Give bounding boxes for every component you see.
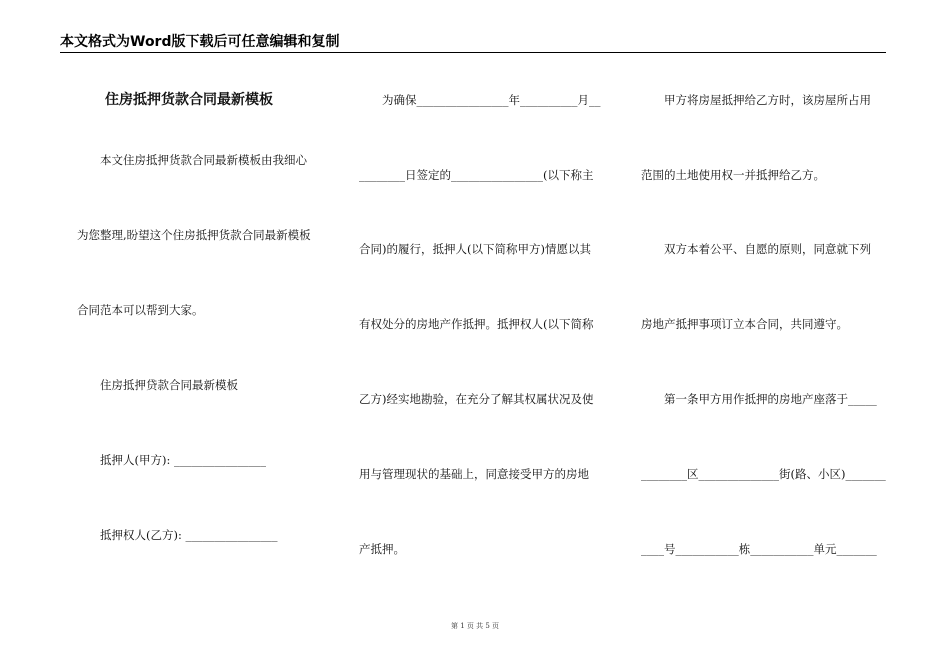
document-header: 本文格式为Word版下载后可任意编辑和复制 (60, 34, 340, 50)
col3-line-4: 房地产抵押事项订立本合同，共同遵守。 (641, 317, 848, 331)
col3-line-3: 双方本着公平、自愿的原则，同意就下列 (664, 242, 871, 256)
col2-line-6: 用与管理现状的基础上，同意接受甲方的房地 (359, 467, 589, 481)
col1-line-6: 抵押权人(乙方): ________________ (100, 528, 278, 542)
col1-line-1: 本文住房抵押货款合同最新模板由我细心 (100, 153, 307, 167)
col1-line-2: 为您整理,盼望这个住房抵押货款合同最新模板 (77, 228, 311, 242)
col3-line-7: ____号___________栋___________单元_______ (641, 542, 877, 556)
col3-line-5: 第一条甲方用作抵押的房地产座落于_____ (664, 392, 877, 406)
col2-line-3: 合同)的履行，抵押人(以下简称甲方)情愿以其 (359, 242, 591, 256)
col3-line-6: ________区______________街(路、小区)_______ (641, 467, 886, 481)
col2-line-5: 乙方)经实地勘验，在充分了解其权属状况及使 (359, 392, 594, 406)
col1-line-5: 抵押人(甲方): ________________ (100, 453, 267, 467)
col2-line-4: 有权处分的房地产作抵押。抵押权人(以下简称 (359, 317, 594, 331)
col3-line-1: 甲方将房屋抵押给乙方时，该房屋所占用 (664, 93, 871, 107)
col2-line-2: ________日签定的________________(以下称主 (359, 168, 594, 182)
col3-line-2: 范围的土地使用权一并抵押给乙方。 (641, 168, 825, 182)
header-rule (60, 52, 886, 53)
col1-line-4: 住房抵押贷款合同最新模板 (100, 378, 238, 392)
col2-line-7: 产抵押。 (359, 542, 405, 556)
document-title: 住房抵押货款合同最新模板 (105, 92, 273, 108)
page-footer: 第 1 页 共 5 页 (450, 622, 500, 630)
col1-line-3: 合同范本可以帮到大家。 (77, 303, 204, 317)
col2-line-1: 为确保________________年__________月__ (382, 93, 601, 107)
